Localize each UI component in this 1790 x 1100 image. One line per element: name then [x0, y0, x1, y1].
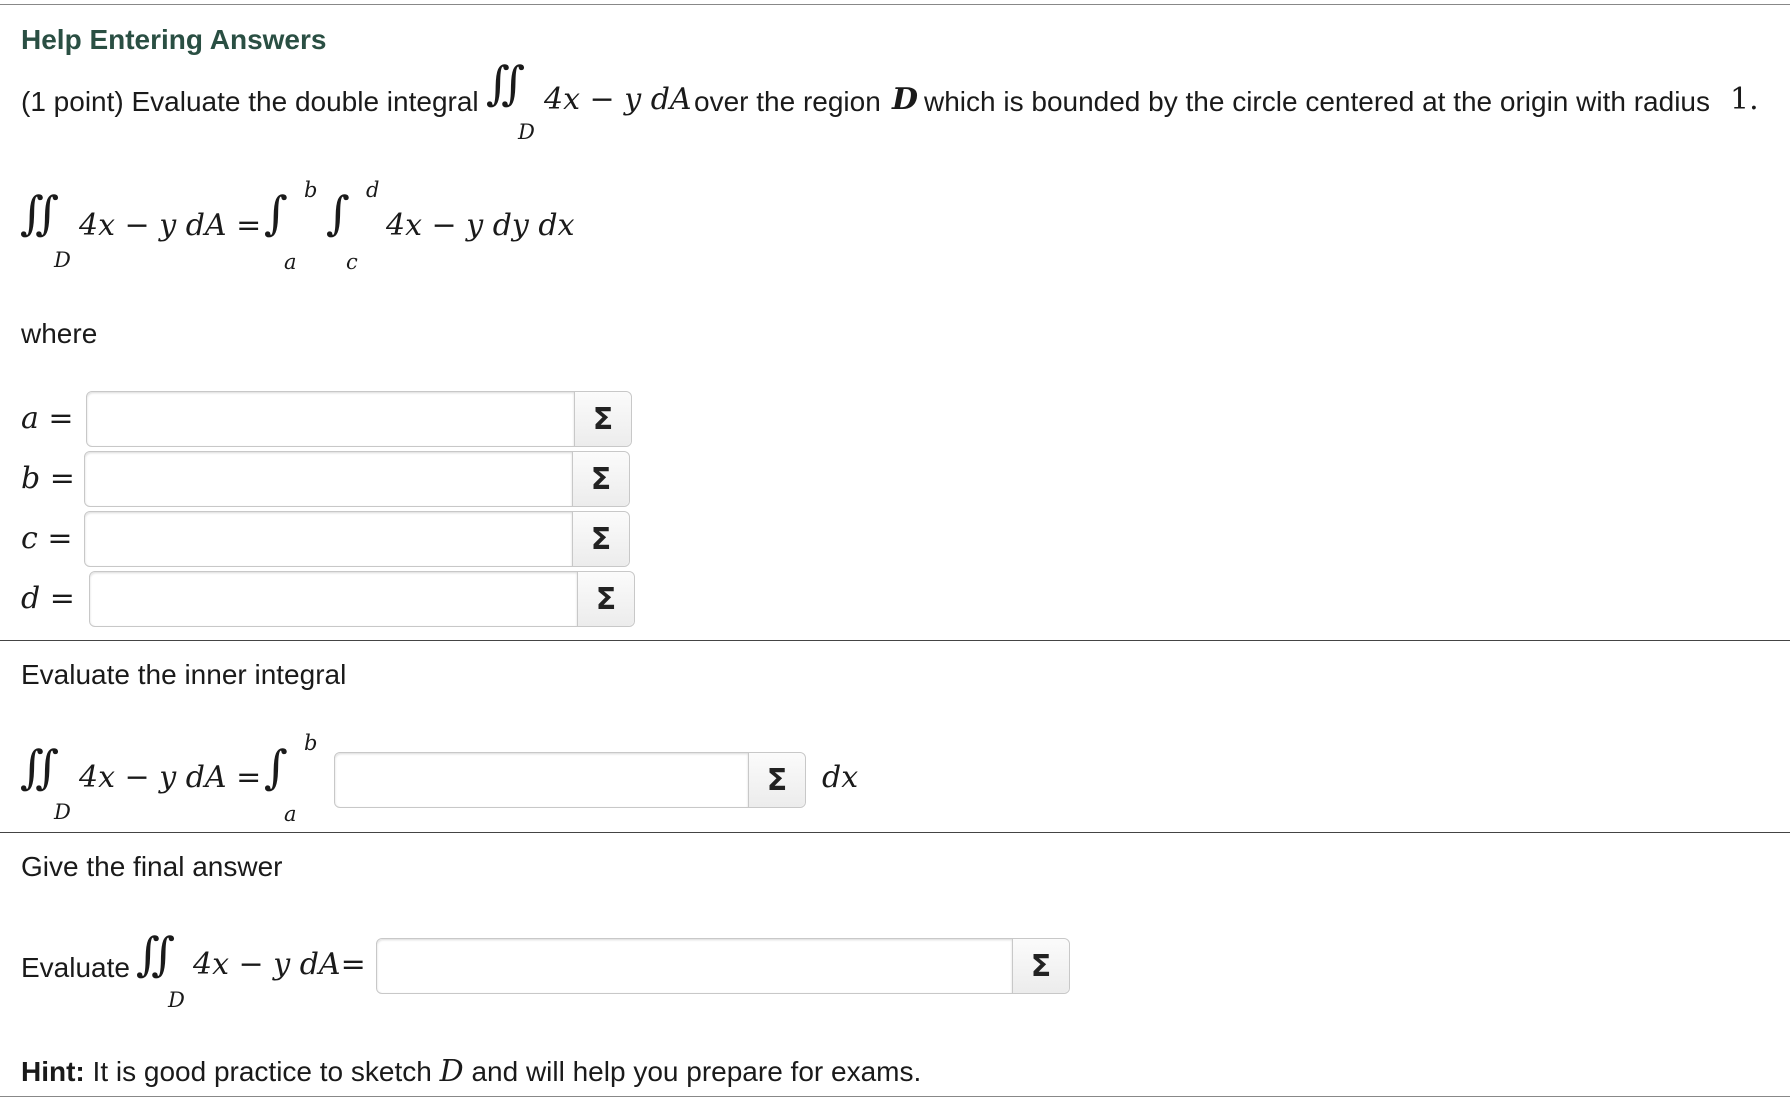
inner-section-lower-limit: a [284, 802, 297, 826]
answer-field-c [84, 511, 630, 567]
inner-integral-heading: Evaluate the inner integral [21, 659, 347, 690]
final-answer-heading: Give the final answer [21, 851, 283, 882]
outer-upper-limit: b [304, 178, 318, 202]
bottom-divider [0, 1096, 1790, 1097]
inner-upper-limit: d [366, 178, 380, 202]
answer-field-b [84, 451, 630, 507]
input-c[interactable] [85, 512, 572, 566]
inner-lower-limit: c [346, 250, 358, 274]
input-d[interactable] [90, 572, 577, 626]
label-b: b = [21, 461, 75, 496]
final-evaluate-label: Evaluate [21, 952, 130, 983]
inner-section-lhs: 4x − y dA = [79, 760, 262, 795]
inner-section-dx: dx [822, 760, 859, 795]
section-divider-2 [0, 832, 1790, 833]
inner-section-region-subscript: D [54, 800, 71, 824]
problem-mid-text-2: which is bounded by the circle centered at the origin with radius [924, 86, 1710, 117]
inner-integral-answer-field [334, 752, 806, 808]
sigma-icon[interactable]: Σ [572, 512, 629, 566]
double-integral-sign: ∬ [486, 56, 526, 110]
inner-section-upper-limit: b [304, 731, 318, 755]
where-label: where [21, 318, 98, 349]
setup-lhs: 4x − y dA = [79, 208, 262, 243]
setup-region-subscript: D [54, 248, 71, 272]
sigma-icon[interactable]: Σ [574, 392, 631, 446]
final-answer-input[interactable] [377, 939, 1012, 993]
final-answer-field [376, 938, 1070, 994]
outer-lower-limit: a [284, 250, 297, 274]
setup-double-integral-sign: ∬ [20, 186, 60, 240]
inner-section-double-integral-sign: ∬ [20, 740, 60, 794]
inner-integral-sign: ∫ [326, 186, 350, 240]
top-divider [0, 4, 1790, 5]
input-a[interactable] [87, 392, 574, 446]
section-divider-1 [0, 640, 1790, 641]
hint-text-1: It is good practice to sketch [92, 1056, 432, 1087]
input-b[interactable] [85, 452, 572, 506]
problem-intro: (1 point) Evaluate the double integral [21, 86, 479, 117]
sigma-icon[interactable]: Σ [577, 572, 634, 626]
final-double-integral-sign: ∬ [136, 927, 176, 981]
sigma-icon[interactable]: Σ [1012, 939, 1069, 993]
problem-mid-text-1: over the region [694, 86, 881, 117]
sigma-icon[interactable]: Σ [572, 452, 629, 506]
hint-symbol: D [439, 1054, 464, 1089]
outer-integral-sign: ∫ [264, 186, 288, 240]
label-a: a = [21, 401, 74, 436]
region-symbol: D [892, 82, 919, 117]
help-entering-answers-link[interactable]: Help Entering Answers [21, 24, 327, 55]
inner-integral-input[interactable] [335, 753, 748, 807]
hint-label: Hint: [21, 1056, 85, 1087]
region-subscript: D [518, 120, 535, 144]
setup-rhs: 4x − y dy dx [386, 208, 575, 243]
problem-integrand: 4x − y dA [544, 82, 692, 117]
hint-text-2: and will help you prepare for exams. [471, 1056, 922, 1087]
label-c: c = [21, 521, 73, 556]
sigma-icon[interactable]: Σ [748, 753, 805, 807]
label-d: d = [21, 581, 75, 616]
final-expr: 4x − y dA= [193, 947, 366, 982]
radius-value: 1. [1730, 82, 1759, 117]
answer-field-d [89, 571, 635, 627]
final-region-subscript: D [168, 988, 185, 1012]
hint [21, 1054, 921, 1089]
answer-field-a [86, 391, 632, 447]
inner-section-integral-sign: ∫ [264, 740, 288, 794]
